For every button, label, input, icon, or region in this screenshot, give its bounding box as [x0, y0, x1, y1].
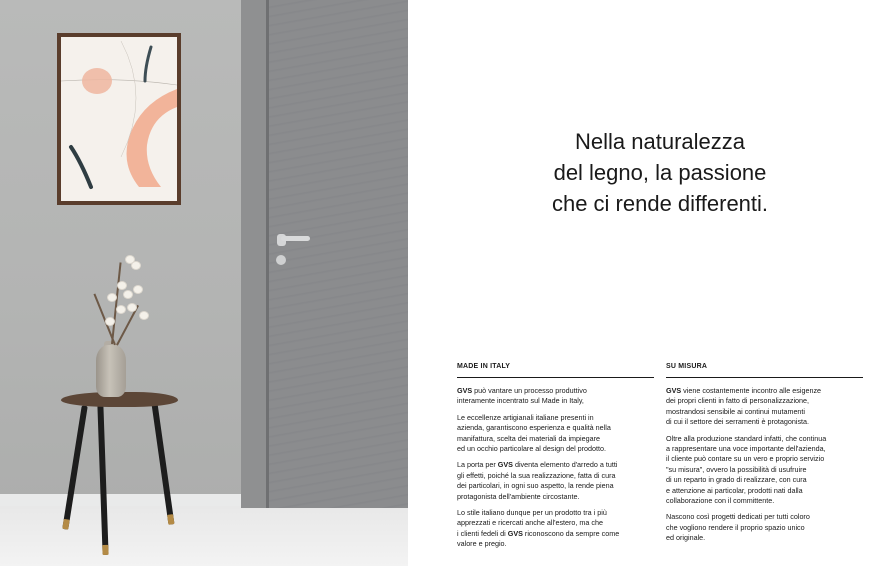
- paragraph: [457, 386, 654, 407]
- brand-name: GVS: [666, 386, 682, 395]
- text-line: GVS viene costantemente incontro alle esigenze: [666, 386, 822, 395]
- baseboard: [0, 494, 243, 506]
- text-line: manifattura, scelta dei materiali da impiegare: [457, 433, 601, 443]
- door-handle-icon: [281, 236, 310, 241]
- text-line: dei particolari, in ogni suo aspetto, la rende piena: [457, 481, 614, 491]
- text-line: Lo stile italiano dunque per un prodotto tra i più: [457, 508, 607, 518]
- text-line: GVS può vantare un processo produttivo: [457, 386, 587, 395]
- text-line: protagonista dell'ambiente circostante.: [457, 491, 580, 501]
- section-title: MADE IN ITALY: [457, 363, 654, 378]
- paragraph: [457, 413, 654, 455]
- abstract-art-icon: [61, 37, 177, 201]
- brand-name: GVS: [507, 528, 523, 538]
- text-line: gli effetti, poiché la sua realizzazione, fatta di cura: [457, 470, 616, 480]
- section-body: [666, 386, 863, 544]
- text-line: i clienti fedeli di GVS riconoscono da sempre come: [457, 528, 620, 538]
- text-line: Nascono così progetti dedicati per tutti coloro: [666, 512, 810, 522]
- floor: [0, 506, 408, 566]
- text-line: a rappresentare una voce importante dell'azienda,: [666, 444, 826, 454]
- text-line: mostrandosi sensibile ai continui mutamenti: [666, 406, 806, 416]
- brand-name: GVS: [497, 460, 513, 470]
- headline-line: che ci rende differenti.: [551, 191, 769, 216]
- paragraph: [666, 434, 863, 507]
- paragraph: [666, 512, 863, 543]
- vase-icon: [96, 345, 126, 397]
- paragraph: [457, 508, 654, 550]
- headline: [520, 126, 800, 219]
- text-line: valore e pregio.: [457, 539, 507, 549]
- text-line: azienda, garantiscono esperienza e qualità nella: [457, 423, 611, 433]
- section-body: [457, 386, 654, 550]
- headline-line: del legno, la passione: [553, 160, 767, 185]
- interior-photo: [0, 0, 408, 566]
- text-line: apprezzati e ricercati anche all'estero, ma che: [457, 518, 603, 528]
- text-line: Le eccellenze artigianali italiane presenti in: [457, 412, 594, 422]
- made-in-italy-section: [457, 363, 654, 556]
- paragraph: [666, 386, 863, 428]
- text-line: ed un occhio particolare al design del prodotto.: [457, 444, 607, 454]
- text-line: dei propri clienti in fatto di personalizzazione,: [666, 396, 810, 406]
- text-line: di un reparto in grado di realizzare, con cura: [666, 475, 807, 485]
- text-line: Oltre alla produzione standard infatti, che continua: [666, 433, 827, 443]
- text-line: e attenzione ai particolar, prodotti nati dalla: [666, 485, 803, 495]
- paragraph: [457, 460, 654, 502]
- text-line: il cliente può contare su un vero e proprio servizio: [666, 454, 825, 464]
- text-line: di cui il settore dei serramenti è protagonista.: [666, 417, 810, 427]
- door-icon: [269, 0, 408, 508]
- keyhole-icon: [276, 255, 286, 265]
- text-line: "su misura", ovvero la possibilità di usufruire: [666, 464, 807, 474]
- headline-line: Nella naturalezza: [575, 129, 745, 154]
- text-line: La porta per GVS diventa elemento d'arredo a tutti: [457, 460, 618, 470]
- text-line: che vogliono rendere il proprio spazio unico: [666, 522, 805, 532]
- brand-name: GVS: [457, 386, 473, 395]
- framed-artwork-icon: [57, 33, 181, 205]
- artwork-canvas: [61, 37, 177, 201]
- text-line: interamente incentrato sul Made in Italy,: [457, 396, 584, 406]
- text-line: collaborazione con il committente.: [666, 496, 775, 506]
- su-misura-section: [666, 363, 863, 550]
- section-title: SU MISURA: [666, 363, 863, 378]
- text-line: ed originale.: [666, 533, 706, 543]
